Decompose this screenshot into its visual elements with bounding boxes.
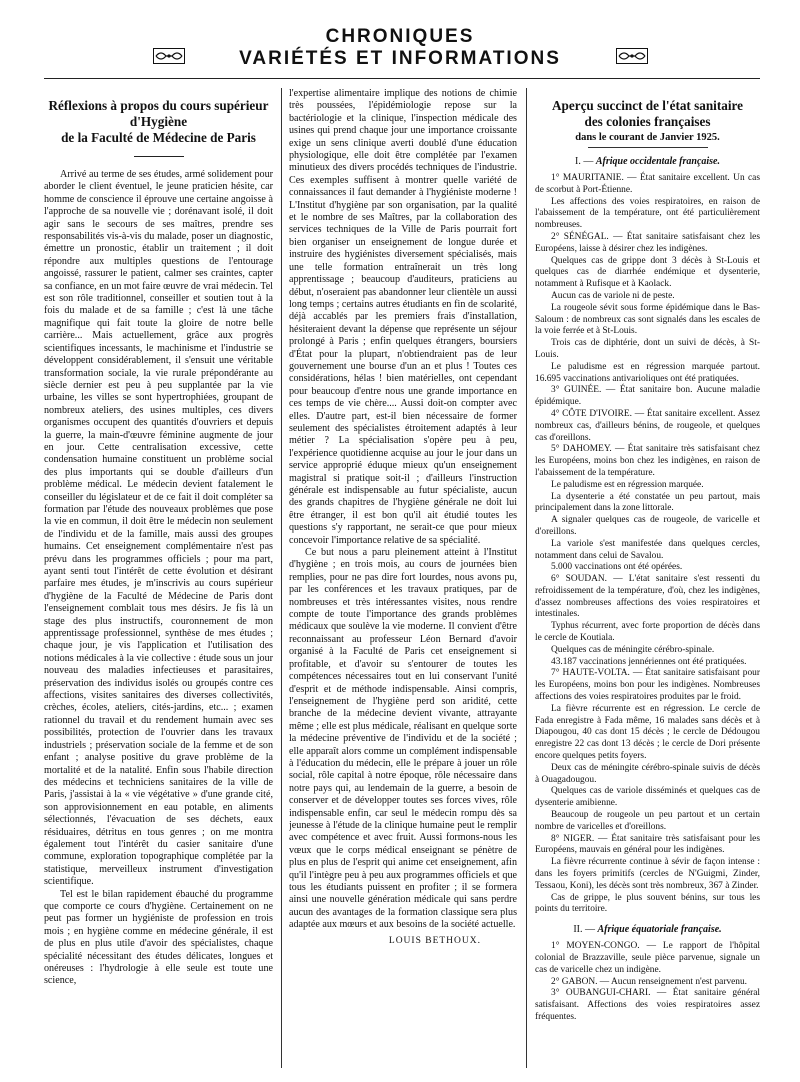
masthead-rule bbox=[44, 78, 760, 79]
article-subtitle: dans le courant de Janvier 1925. bbox=[575, 132, 720, 143]
paragraph: 7° HAUTE-VOLTA. — État sanitaire satisfaisant pour les Européens, moins bon pour les indigènes. Nombreuses affections des voies respiratoires produites par le froid. bbox=[535, 668, 760, 703]
section-body bbox=[535, 173, 760, 916]
paragraph: A signaler quelques cas de rougeole, de varicelle et d'oreillons. bbox=[535, 515, 760, 537]
paragraph: 43.187 vaccinations jennériennes ont été pratiquées. bbox=[551, 656, 747, 667]
column-divider bbox=[526, 88, 527, 1068]
paragraph: 3° GUINÉE. — État sanitaire bon. Aucune maladie épidémique. bbox=[535, 385, 760, 408]
paragraph: Ce but nous a paru pleinement atteint à l'Institut d'hygiène ; en trois mois, au cours de journées bien remplies, pour ne pas dire fort lourdes, nous avons pu, par les conférences et les travaux pratiques, par de nombreuses et très intéressantes visites, nous rendre compte de toute l'importance des grands problèmes médicaux que soulève la vie moderne. Il convient d'être reconnaissant au professeur Léon Bernard d'avoir organisé à la Faculté de Paris cet enseignement si profitable, et d'avoir su s'entourer de toutes les compétences nécessaires tout en lui conservant l'unité d'esprit et de méthode indispensable. Ainsi compris, l'enseignement de l'hygiène perd son aridité, cette branche de la médecine devient vivante, attrayante même ; elle est plus médicale, réalisant en quelque sorte la médecine préventive de l'individu et de la société ; elle apparaît alors comme un complément indispensable à l'éducation du médecin, elle le prépare à jouer un rôle social, rôle capital à notre époque, rôle nécessaire dans notre pays qui, au lendemain de la guerre, a besoin de conserver et de développer toutes ses forces vives, rôle indispensable enfin, car seul le médecin rompu dès sa jeunesse à l'étude de la clinique humaine peut le remplir avec compétence et avec fruit. Aussi formons-nous les vœux que le corps médical enseignant se pénètre de plus en plus de l'esprit qui anime cet enseignement, afin qu'il l'intègre peu à peu aux programmes officiels et que tous les étudiants puissent en profiter ; il se formera ainsi une nouvelle génération médicale qui sans perdre aucun des avantages de la formation classique sera plus adaptée aux mœurs et aux besoins de la société actuelle. bbox=[289, 547, 517, 931]
paragraph: 2° GABON. — Aucun renseignement n'est parvenu. bbox=[551, 976, 748, 987]
paragraph: Quelques cas de variole disséminés et quelques cas de dysenterie amibienne. bbox=[535, 786, 760, 809]
article-body bbox=[44, 169, 273, 988]
column-1 bbox=[44, 88, 273, 1068]
paragraph: Tel est le bilan rapidement ébauché du programme que comporte ce cours d'hygiène. Certainement on ne peut pas former un hygiéniste de profession en trois mois ; en hygiène comme en médecine générale, il est de plus en plus utile d'avoir des spécialistes, chaque spécialité nécessitant des études délicates, longues et onéreuses : l'hydrologie à elle seule est toute une science, bbox=[44, 888, 273, 987]
section-heading: I. — Afrique occidentale française. bbox=[575, 156, 720, 167]
title-rule bbox=[588, 147, 708, 148]
ornament-icon bbox=[616, 48, 648, 64]
paragraph: Trois cas de diphtérie, dont un suivi de décès, à St-Louis. bbox=[535, 338, 760, 360]
article-title: Aperçu succinct de l'état sanitaire des colonies françaises bbox=[552, 98, 743, 129]
paragraph: La fièvre récurrente continue à sévir de façon intense : dans les foyers primitifs (cercles de N'Guigmi, Zinder, Tessaou, Koni), les décès sont très nombreux, 367 à Zinder. bbox=[535, 857, 760, 891]
paragraph: 5.000 vaccinations ont été opérées. bbox=[551, 562, 683, 573]
column-2 bbox=[289, 88, 517, 1068]
paragraph: Deux cas de méningite cérébro-spinale suivis de décès à Ouagadougou. bbox=[535, 762, 760, 785]
paragraph: 4° CÔTE D'IVOIRE. — État sanitaire excellent. Assez nombreux cas, d'ailleurs bénins, de rougeole, et quelques cas d'oreillons. bbox=[535, 408, 760, 443]
paragraph: 5° DAHOMEY. — État sanitaire très satisfaisant chez les Européens, moins bon chez les indigènes, en raison de l'abaissement de la température. bbox=[535, 444, 760, 478]
paragraph: La fièvre récurrente est en régression. Le cercle de Fada enregistre à Fada même, 16 malades sans décès et à Diapougou, 40 cas dont 15 décès ; le cercle de Dédougou enregistre 22 cas dont 13 décès ; le cercle de Dori présente encore quelques petits foyers. bbox=[535, 703, 760, 762]
paragraph: Typhus récurrent, avec forte proportion de décès dans le cercle de Koutiala. bbox=[535, 621, 760, 644]
paragraph: Aucun cas de variole ni de peste. bbox=[551, 290, 675, 301]
paragraph: La rougeole sévit sous forme épidémique dans le Bas-Saloum : de nombreux cas sont signalés dans les escales de la voie ferrée et à St-Louis. bbox=[535, 302, 760, 337]
paragraph: Le paludisme est en régression marquée. bbox=[551, 479, 704, 490]
paragraph: Le paludisme est en régression marquée partout. 16.695 vaccinations antivarioliques ont été pratiquées. bbox=[535, 361, 760, 384]
paragraph: 2° SÉNÉGAL. — État sanitaire satisfaisant chez les Européens, laisse à désirer chez les indigènes. bbox=[535, 231, 760, 254]
masthead bbox=[0, 22, 800, 70]
paragraph: Cas de grippe, le plus souvent bénins, sur tous les points du territoire. bbox=[535, 892, 760, 915]
section-subtitle: VARIÉTÉS ET INFORMATIONS bbox=[239, 48, 561, 69]
author-signature: LOUIS BETHOUX. bbox=[388, 935, 481, 946]
paragraph: l'expertise alimentaire implique des notions de chimie très poussées, l'épidémiologie repose sur la bactériologie et la clinique, l'inspection médicale des usines qui prend chaque jour une importance croissante exige un sens clinique averti doublé d'une éducation physiologique, elle doit être complétée par l'examen minutieux des divers procédés techniques de l'industrie. Ces exemples suffisent à montrer quelle variété de connaissances il faut demander à l'hygiéniste moderne ! L'Institut d'hygiène par son organisation, par la qualité et le nombre de ses Maîtres, par la collaboration des services techniques de la Ville de Paris pourrait fort bien organiser un enseignement de longue durée et instruire des hygiénistes diversement spécialisés, mais une telle formation entraînerait un très long apprentissage ; beaucoup d'auditeurs, praticiens au début, n'oseraient pas abandonner leur clientèle un aussi long temps ; certains autres étudiants en fin de scolarité, déjà accablés par les premiers frais d'installation, hésiteraient devant la dépense que représente un séjour prolongé à Paris ; enfin quelques étrangers, boursiers d'État pour la plupart, n'obtiendraient pas de leur gouvernement une bourse d'un an et plus ! Toutes ces considérations, hélas ! bien matérielles, ont cependant pour beaucoup d'entre nous une grande importance en ces temps de vie chère.... Aussi doit-on compter avec elles. D'autre part, est-il bien nécessaire de former seulement des spécialistes étroitement adaptés à leur métier ? La spécialisation s'opère peu à peu, l'expérience quotidienne acquise au jour le jour dans un service approprié éduque mieux qu'un enseignement magistral si pratique soit-il ; d'ailleurs l'instruction générale est indispensable au futur spécialiste, aucun des grands chapitres de l'hygiène générale ne doit lui être étranger, il est bon qu'il ait étudié toutes les questions s'y rapportant, ne serait-ce que pour mieux concevoir l'importance relative de sa spécialité. bbox=[289, 88, 517, 546]
paragraph: La variole s'est manifestée dans quelques cercles, notamment dans celui de Savalou. bbox=[535, 538, 760, 561]
paragraph: 1° MOYEN-CONGO. — Le rapport de l'hôpital colonial de Brazzaville, seule pièce parvenue, signale un cas de varicelle chez un indigène. bbox=[535, 941, 760, 975]
article-body bbox=[289, 88, 517, 932]
paragraph: Les affections des voies respiratoires, en raison de l'abaissement de la température, ont été particulièrement nombreuses. bbox=[535, 196, 760, 231]
section-body bbox=[535, 941, 760, 1024]
paragraph: 1° MAURITANIE. — État sanitaire excellent. Un cas de scorbut à Port-Étienne. bbox=[535, 173, 760, 195]
section-title: CHRONIQUES bbox=[325, 26, 475, 47]
article-title: Réflexions à propos du cours supérieur d'Hygiène de la Faculté de Médecine de Paris bbox=[48, 98, 269, 145]
paragraph: La dysenterie a été constatée un peu partout, mais principalement dans la zone littorale. bbox=[535, 491, 760, 514]
paragraph: Quelques cas de méningite cérébro-spinale. bbox=[551, 644, 715, 655]
title-rule bbox=[134, 156, 184, 157]
column-divider bbox=[281, 88, 282, 1068]
column-3 bbox=[535, 88, 760, 1068]
section-heading: II. — Afrique équatoriale française. bbox=[573, 924, 722, 936]
paragraph: 6° SOUDAN. — L'état sanitaire s'est ressenti du refroidissement de la température, d'où, chez les indigènes, d'assez nombreuses affections des voies respiratoires et intestinales. bbox=[535, 574, 760, 620]
paragraph: 3° OUBANGUI-CHARI. — État sanitaire général satisfaisant. Affections des voies respiratoires assez fréquentes. bbox=[535, 988, 760, 1022]
paragraph: Quelques cas de grippe dont 3 décès à St-Louis et quelques cas de diarrhée endémique et dysenterie, notamment à Rufisque et à Kaolack. bbox=[535, 255, 760, 290]
paragraph: 8° NIGER. — État sanitaire très satisfaisant pour les Européens, mauvais en général pour les indigènes. bbox=[535, 833, 760, 856]
paragraph: Arrivé au terme de ses études, armé solidement pour aborder le client éventuel, le jeune praticien hésite, car homme de conscience il éprouve une certaine angoisse à l'approche de sa nouvelle vie ; dorénavant isolé, il doit agir sans le secours de ses maîtres, prendre ses responsabilités vis-à-vis du malade, poser un diagnostic, émettre un pronostic, établir un traitement ; il doit répondre aux multiples questions de l'entourage angoissé, rassurer le patient, calmer ses craintes, capter sa confiance, en un mot faire œuvre de vrai médecin. Tel est son rôle traditionnel, conseiller et soutien tout à la fois du malade et de sa famille ; c'est là une tâche magnifique qui fait toute la gloire de notre belle carrière... Mais actuellement, grâce aux progrès scientifiques incessants, le machinisme et l'industrie se développent considérablement, il s'ensuit une véritable transformation sociale, la vie rurale prépondérante au siècle dernier est peu à peu supplantée par la vie urbaine, les villes se sont hypertrophiées, groupant de nombreux ateliers, des usines multiples, ces divers organismes occupent des quantités d'ouvriers et depuis la guerre, la main-d'œuvre féminine augmente de jour en jour. Cette centralisation excessive, cette condensation humaine constituent un problème social des plus importants qui se double d'ailleurs d'un problème médical. Le médecin devient fatalement le conseiller du législateur et de ce fait il doit compléter sa formation par l'étude des nouveaux problèmes que pose la vie en commun, il doit être le médecin non seulement de l'individu et de la famille, mais aussi des groupes humains. Cet enseignement complémentaire n'est pas prévu dans les programmes officiels ; pour ma part, ayant senti tout l'intérêt de cette évolution et désirant parfaire mes études, je m'inscrivis au cours supérieur d'hygiène de la Faculté de Médecine de Paris dont l'enseignement comblait tous mes désirs. Je fis là un stage des plus instructifs, couronnement de mon apprentissage professionnel, synthèse de mes études ; chaque jour, je vis l'application et l'utilisation des notions médicales à la vie collective : étude sous un jour nouveau des maladies infectieuses et parasitaires, préservation des individus isolés ou groupés contre ces affections, visites sanitaires des diverses collectivités, crèches, écoles, ateliers, cités-jardins, etc... ; examen rationnel du travail et du rendement humain avec ses possibilités, protection de l'ouvrier dans les travaux industriels ; préservation sociale de la femme et de son enfant ; analyse positive du grave problème de la mortalité et de la natalité. Enfin sous l'habile direction des médecins et techniciens sanitaires de la ville de Paris, j'assistai à la « vie végétative » d'une grande cité, son approvisionnement en eau potable, en aliments sélectionnés, l'évacuation de ses déchets, eaux résiduaires, détritus en tous genres ; on me montra également tout l'intérêt du casier sanitaire d'une commune, exploration topographique complétée par la statistique, merveilleux instrument d'investigation scientifique. bbox=[44, 169, 273, 888]
paragraph: Beaucoup de rougeole un peu partout et un certain nombre de varicelles et d'oreillons. bbox=[535, 810, 760, 832]
